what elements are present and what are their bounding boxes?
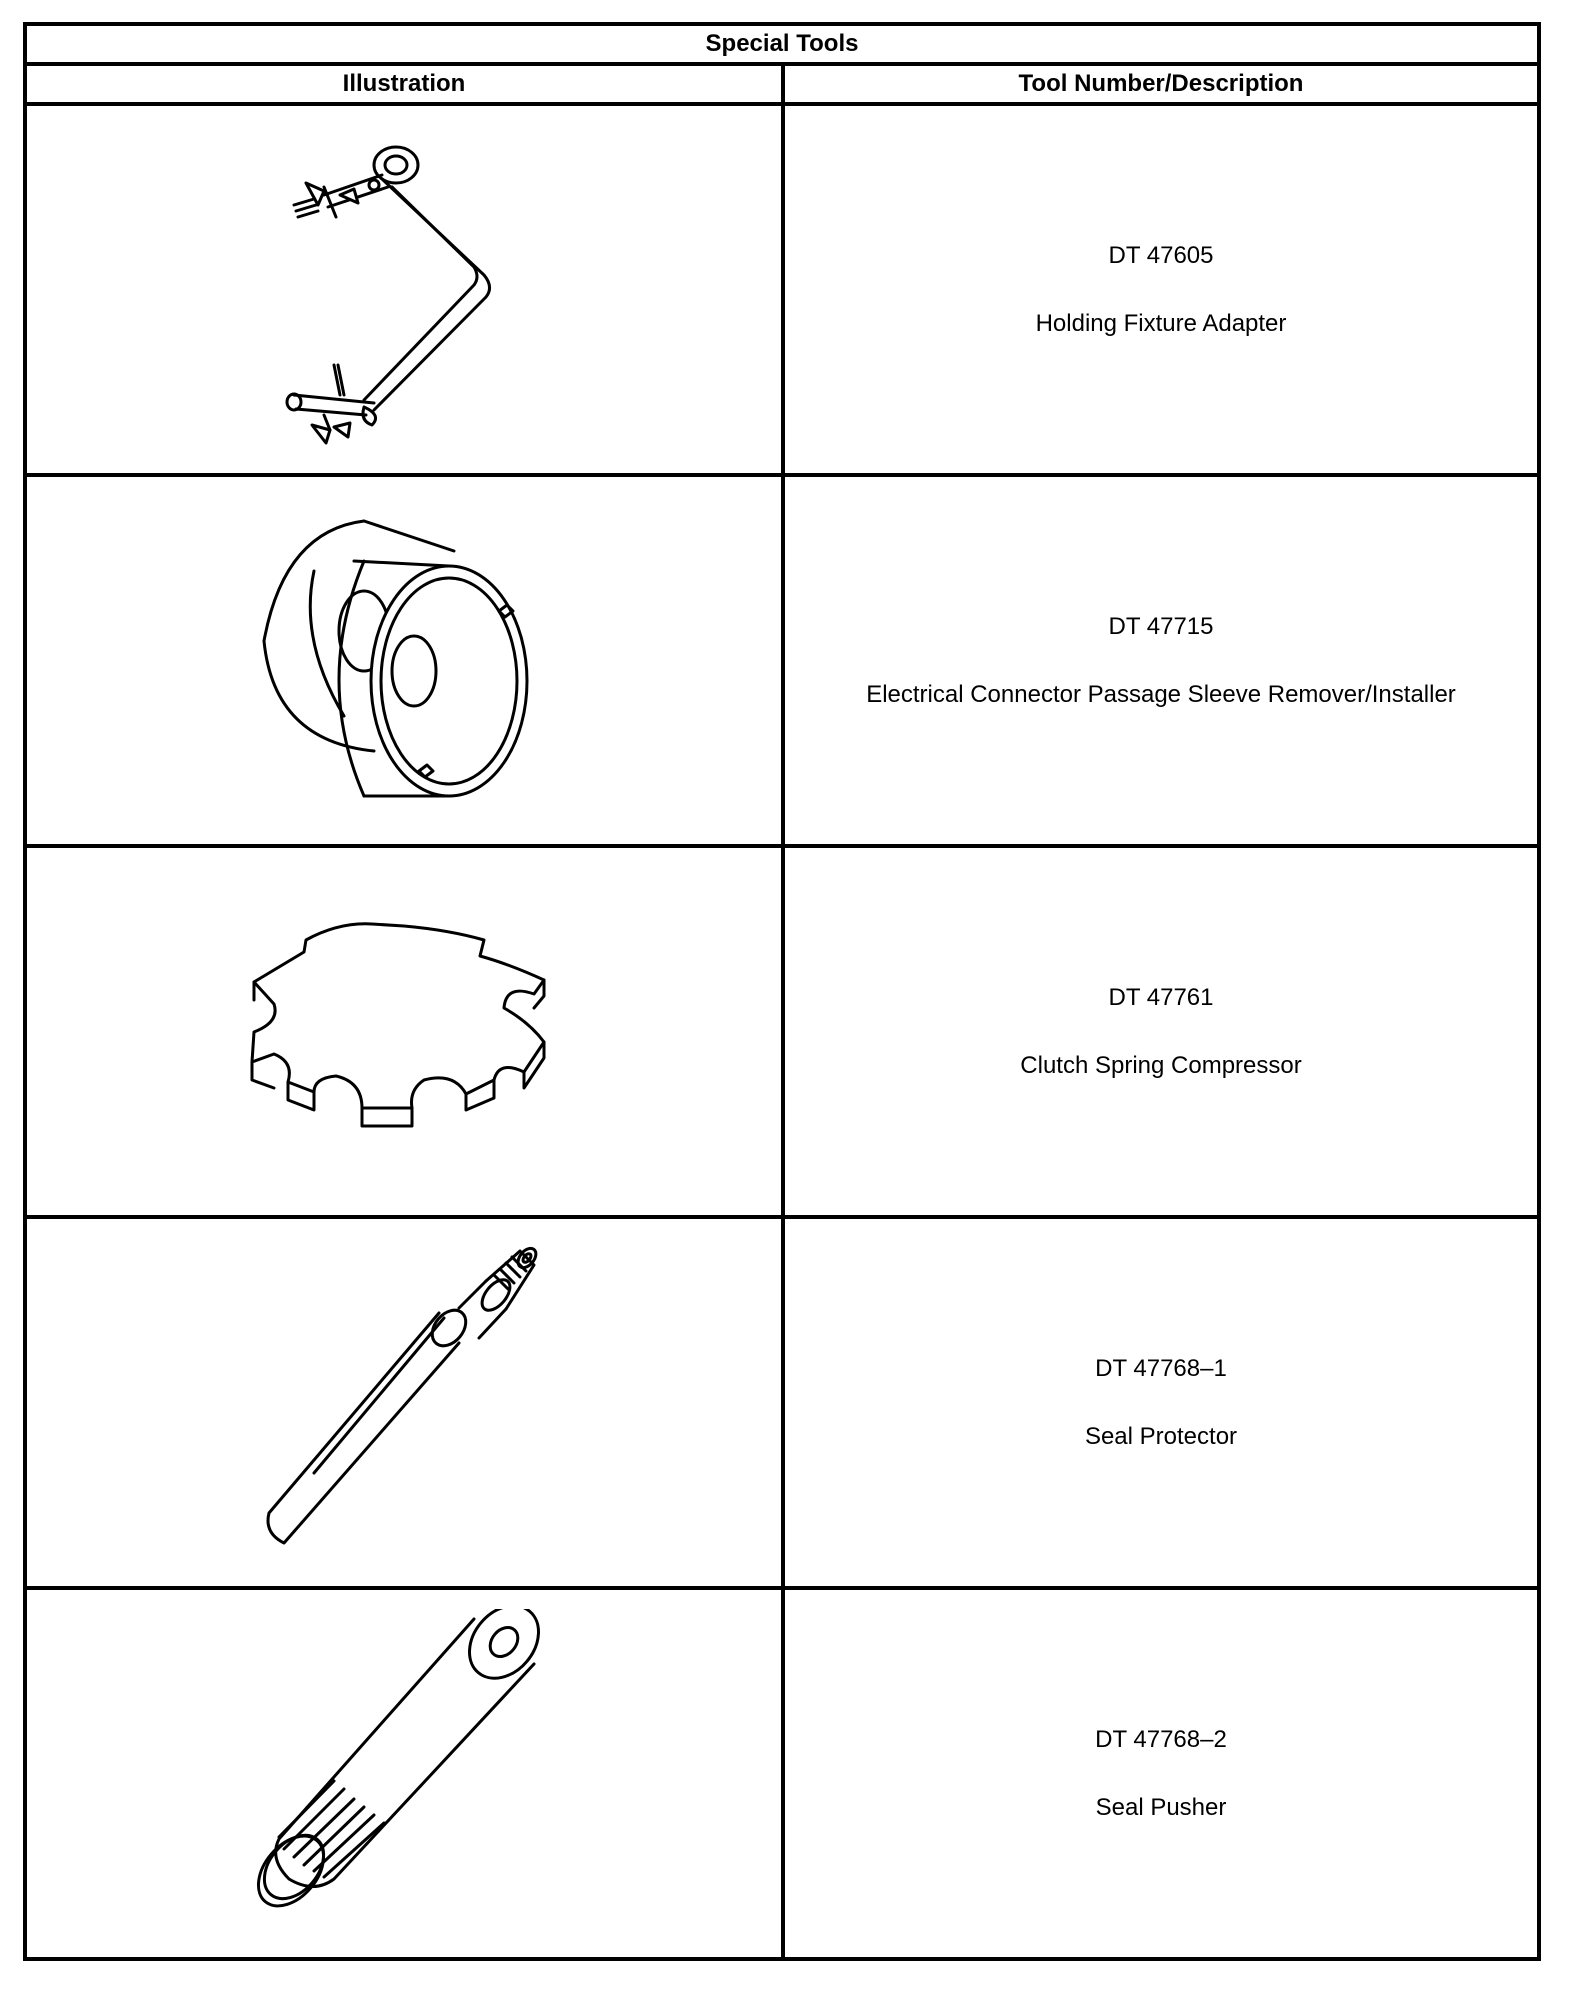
clutch-spring-compressor-icon xyxy=(244,912,564,1152)
tool-description-cell xyxy=(783,475,1539,846)
table-row xyxy=(25,846,1539,1217)
illustration-cell xyxy=(25,846,783,1217)
tool-description-cell xyxy=(783,846,1539,1217)
tool-description: Holding Fixture Adapter xyxy=(1035,309,1287,337)
tool-description: Seal Pusher xyxy=(1095,1793,1227,1821)
tool-description: Seal Protector xyxy=(1084,1422,1238,1450)
tool-description: Clutch Spring Compressor xyxy=(1020,1051,1302,1079)
seal-protector-icon xyxy=(254,1243,554,1563)
seal-pusher-icon xyxy=(249,1609,559,1939)
column-header-tool-number-description: Tool Number/Description xyxy=(783,64,1539,104)
tool-number: DT 47768–1 xyxy=(1095,1354,1227,1382)
illustration-cell xyxy=(25,1588,783,1959)
illustration-cell xyxy=(25,1217,783,1588)
tool-description-cell xyxy=(783,1588,1539,1959)
holding-fixture-adapter-icon xyxy=(254,125,554,455)
illustration-cell xyxy=(25,475,783,846)
table-row xyxy=(25,1588,1539,1959)
tool-description: Electrical Connector Passage Sleeve Remover/Installer xyxy=(866,680,1456,708)
tool-description-cell xyxy=(783,1217,1539,1588)
table-row xyxy=(25,1217,1539,1588)
tool-number: DT 47715 xyxy=(1108,612,1214,640)
illustration-cell xyxy=(25,104,783,475)
table-row xyxy=(25,475,1539,846)
column-header-illustration: Illustration xyxy=(25,64,783,104)
special-tools-table xyxy=(23,22,1541,1961)
table-row xyxy=(25,104,1539,475)
table-title: Special Tools xyxy=(25,24,1539,64)
sleeve-remover-installer-icon xyxy=(244,501,564,821)
tool-number: DT 47605 xyxy=(1108,241,1214,269)
tool-number: DT 47761 xyxy=(1108,983,1214,1011)
tool-description-cell xyxy=(783,104,1539,475)
tool-number: DT 47768–2 xyxy=(1095,1725,1227,1753)
